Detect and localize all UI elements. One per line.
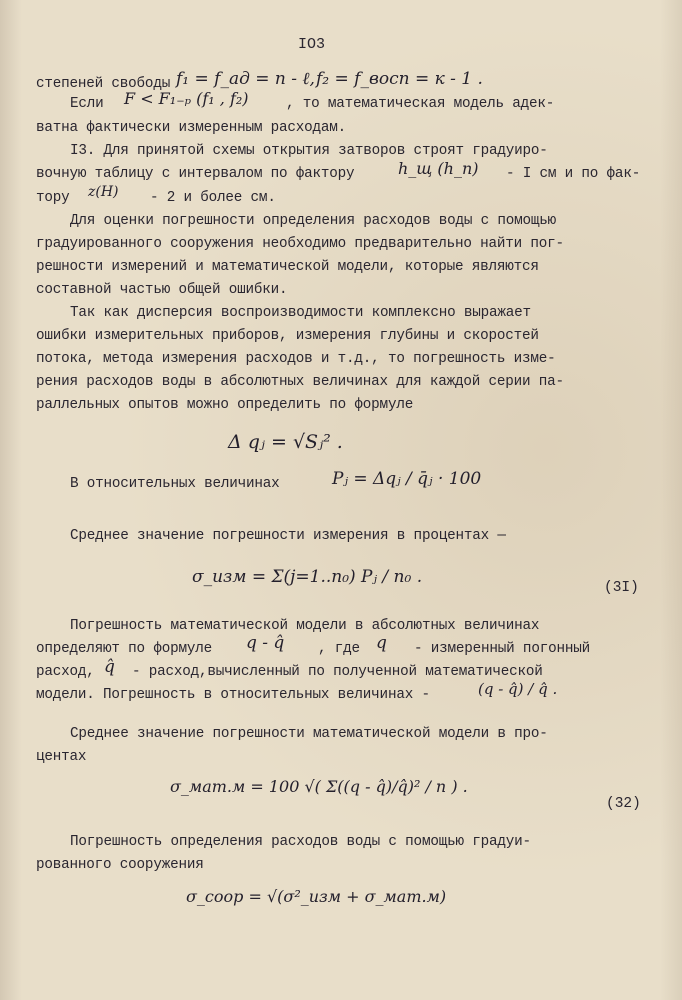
text-line: Погрешность математической модели в абсолютных величинах (70, 618, 540, 634)
formula-factor-h-text: h_щ (h_n) (398, 159, 479, 178)
text-line: , где (318, 641, 360, 657)
text-line: решности измерений и математической модели, которые являются (36, 259, 539, 275)
formula-pj: Pⱼ = Δqⱼ / q̄ⱼ · 100 (332, 469, 482, 489)
formula-q-symbol (376, 628, 406, 654)
text-line: Среднее значение погрешности математической модели в про- (70, 726, 548, 742)
formula-q-minus-qhat (246, 628, 316, 654)
text-line: ошибки измерительных приборов, измерения глубины и скоростей (36, 328, 539, 344)
formula-dof2: f₂ = f_восп = к - 1 . (316, 69, 483, 89)
text-line: рения расходов воды в абсолютных величинах для каждой серии па- (36, 374, 564, 390)
text-line: Для оценки погрешности определения расходов воды с помощью (70, 213, 557, 229)
svg-text:q - q̂: q - q̂ (246, 633, 285, 653)
equation-number-32: (32) (606, 796, 641, 812)
text-line: раллельных опытов можно определить по формуле (36, 397, 414, 413)
formula-factor-z-text: z(H) (88, 184, 119, 200)
svg-text:q̂: q̂ (104, 657, 115, 677)
svg-text:(q - q̂) / q̂ .: (q - q̂) / q̂ . (478, 680, 558, 698)
text-line: - 2 и более см. (150, 190, 276, 206)
formula-sigma-izm: σ_изм = Σ(j=1..n₀) Pⱼ / n₀ . (192, 567, 423, 587)
text-line: составной частью общей ошибки. (36, 282, 288, 298)
text-line: Погрешность определения расходов воды с помощью градуи- (70, 834, 531, 850)
text-line: тору (36, 190, 70, 206)
text-line: Среднее значение погрешности измерения в процентах — (70, 528, 506, 544)
text-line: Если (70, 96, 104, 112)
svg-text:q: q (376, 633, 387, 653)
text-line: потока, метода измерения расходов и т.д., то погрешность изме- (36, 351, 556, 367)
formula-dof1: f₁ = f_ад = n - ℓ, (176, 69, 315, 89)
formula-qhat-symbol (104, 650, 134, 678)
formula-mean-measurement-error (192, 556, 423, 606)
text-line: рованного сооружения (36, 857, 204, 873)
formula-fisher (124, 84, 284, 112)
text-line: степеней свободы (36, 76, 171, 92)
formula-relative-model-error (478, 674, 568, 704)
text-line: центах (36, 749, 87, 765)
text-line: вочную таблицу с интервалом по фактору (36, 166, 355, 182)
text-line: , то математическая модель адек- (286, 96, 555, 112)
formula-relative-error (332, 450, 482, 510)
text-line: расход, (36, 664, 95, 680)
text-line: Так как дисперсия воспроизводимости комплексно выражает (70, 305, 531, 321)
text-line: В относительных величинах (70, 476, 280, 492)
text-line: определяют по формуле (36, 641, 212, 657)
formula-dq: Δ qⱼ = √Sⱼ² . (228, 431, 343, 453)
text-line: - измеренный погонный (414, 641, 590, 657)
formula-factor-h (398, 154, 508, 182)
text-line: I3. Для принятой схемы открытия затворов строят градуиро- (70, 143, 548, 159)
equation-number-31: (3I) (604, 580, 639, 596)
text-line: ватна фактически измеренным расходам. (36, 120, 347, 136)
text-line: градуированного сооружения необходимо предварительно найти пог- (36, 236, 564, 252)
formula-factor-z (88, 178, 148, 204)
formula-total-error (186, 874, 446, 918)
formula-sigma-mat: σ_мат.м = 100 √( Σ((q - q̂)/q̂)² / n ) . (170, 777, 468, 796)
formula-sigma-soor: σ_соор = √(σ²_изм + σ_мат.м) (186, 887, 447, 906)
text-line: модели. Погрешность в относительных величинах - (36, 687, 430, 703)
page-number: IO3 (298, 36, 326, 53)
text-line: - расход,вычисленный по полученной математической (132, 664, 543, 680)
formula-fisher-text: F < F₁₋ₚ (f₁ , f₂) (124, 89, 249, 108)
text-line: - I см и по фак- (506, 166, 641, 182)
formula-mean-model-error (170, 762, 490, 812)
